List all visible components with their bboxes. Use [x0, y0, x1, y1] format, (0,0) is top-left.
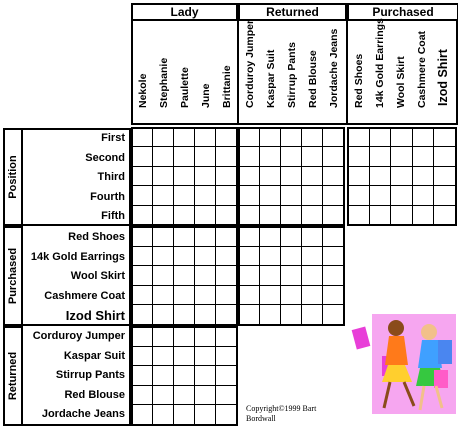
grid-cell[interactable] — [370, 206, 392, 225]
grid-cell[interactable] — [174, 128, 195, 147]
side-group-purchased-label: Purchased — [7, 247, 19, 305]
row-label-returned: Corduroy Jumper — [32, 330, 125, 342]
grid-cell[interactable] — [391, 186, 413, 205]
row-label-position: Third — [97, 171, 125, 184]
grid-cell[interactable] — [260, 266, 281, 286]
grid-cell[interactable] — [239, 227, 260, 247]
grid-cell[interactable] — [323, 167, 344, 186]
grid-cell[interactable] — [323, 186, 344, 205]
column-label-text: Cashmere Coat — [416, 30, 428, 108]
grid-cell[interactable] — [281, 305, 302, 325]
grid-cell[interactable] — [302, 186, 323, 205]
grid-cell[interactable] — [153, 227, 174, 247]
header-purchased — [347, 3, 458, 21]
row-label-purchased: Cashmere Coat — [44, 289, 125, 302]
grid-cell[interactable] — [323, 206, 344, 225]
grid-cell[interactable] — [174, 147, 195, 166]
grid-cell[interactable] — [281, 147, 302, 166]
column-label-text: Stephanie — [158, 57, 170, 108]
grid-cell[interactable] — [302, 167, 323, 186]
grid-cell[interactable] — [260, 305, 281, 325]
grid-cell[interactable] — [413, 147, 435, 166]
column-label-purchased — [412, 24, 432, 122]
grid-cell[interactable] — [195, 286, 216, 306]
row-label-returned: Kaspar Suit — [63, 349, 125, 362]
column-label-text: Stirrup Pants — [286, 42, 298, 108]
column-label-purchased — [370, 18, 390, 122]
copyright-notice — [246, 404, 316, 424]
grid-cell[interactable] — [174, 366, 195, 386]
grid-cell[interactable] — [174, 386, 195, 406]
grid-cell[interactable] — [216, 206, 237, 225]
grid-cell[interactable] — [153, 286, 174, 306]
grid-cell[interactable] — [132, 247, 153, 267]
grid-cell[interactable] — [239, 147, 260, 166]
grid-cell[interactable] — [413, 206, 435, 225]
grid-cell[interactable] — [260, 247, 281, 267]
grid-cell[interactable] — [391, 167, 413, 186]
grid-cell[interactable] — [195, 186, 216, 205]
grid-cell[interactable] — [216, 327, 237, 347]
grid-cell[interactable] — [348, 206, 370, 225]
row-label-position: Fourth — [90, 190, 125, 203]
grid-cell[interactable] — [195, 167, 216, 186]
grid-cell[interactable] — [174, 405, 195, 425]
grid-cell[interactable] — [370, 128, 392, 147]
row-label-returned: Red Blouse — [64, 388, 125, 401]
column-label-text: Brittanie — [221, 65, 233, 108]
side-group-position-label: Position — [7, 155, 19, 199]
grid-cell[interactable] — [132, 305, 153, 325]
grid-cell[interactable] — [260, 286, 281, 306]
grid-cell[interactable] — [132, 167, 153, 186]
grid-cell[interactable] — [153, 266, 174, 286]
grid-cell[interactable] — [370, 186, 392, 205]
column-label-lady — [133, 24, 153, 122]
grid-cell[interactable] — [216, 147, 237, 166]
column-label-text: June — [200, 83, 212, 108]
grid-cell[interactable] — [216, 347, 237, 367]
grid-cell[interactable] — [260, 167, 281, 186]
header-lady — [131, 3, 238, 21]
grid-cell[interactable] — [195, 347, 216, 367]
grid-cell[interactable] — [302, 147, 323, 166]
grid-cell[interactable] — [281, 266, 302, 286]
grid-cell[interactable] — [195, 247, 216, 267]
grid-cell[interactable] — [195, 147, 216, 166]
grid-cell[interactable] — [153, 247, 174, 267]
grid-cell[interactable] — [132, 227, 153, 247]
row-label-position: Second — [85, 151, 125, 164]
grid-cell[interactable] — [195, 305, 216, 325]
grid-cell[interactable] — [153, 167, 174, 186]
header-returned — [238, 3, 347, 21]
grid-cell[interactable] — [195, 405, 216, 425]
grid-cell[interactable] — [132, 347, 153, 367]
grid-cell[interactable] — [216, 286, 237, 306]
grid-cell[interactable] — [153, 186, 174, 205]
grid-cell[interactable] — [302, 206, 323, 225]
grid-cell[interactable] — [132, 386, 153, 406]
grid-cell[interactable] — [216, 366, 237, 386]
grid-cell[interactable] — [174, 286, 195, 306]
grid-cell[interactable] — [239, 186, 260, 205]
side-group-purchased — [3, 226, 23, 326]
grid-cell[interactable] — [281, 227, 302, 247]
row-label-position: Fifth — [101, 210, 125, 223]
grid-cell[interactable] — [153, 305, 174, 325]
grid-cell[interactable] — [260, 227, 281, 247]
grid-cell[interactable] — [153, 327, 174, 347]
header-returned-label: Returned — [266, 5, 319, 19]
grid-cell[interactable] — [216, 386, 237, 406]
grid-cell[interactable] — [195, 266, 216, 286]
grid-cell[interactable] — [174, 227, 195, 247]
grid-cell[interactable] — [260, 206, 281, 225]
grid-cell[interactable] — [348, 186, 370, 205]
grid-cell[interactable] — [195, 366, 216, 386]
grid-cell[interactable] — [281, 206, 302, 225]
grid-cell[interactable] — [132, 206, 153, 225]
grid-cell[interactable] — [174, 206, 195, 225]
column-label-text: Izod Shirt — [436, 49, 450, 106]
column-label-text: Red Shoes — [353, 53, 365, 108]
header-lady-label: Lady — [170, 5, 199, 19]
column-label-returned — [324, 24, 344, 122]
grid-cell[interactable] — [132, 405, 153, 425]
shopping-girls-illustration — [334, 310, 456, 416]
column-label-returned — [282, 24, 302, 122]
grid-cell[interactable] — [132, 186, 153, 205]
grid-cell[interactable] — [370, 147, 392, 166]
column-label-returned — [261, 24, 281, 122]
grid-cell[interactable] — [174, 167, 195, 186]
grid-cell[interactable] — [348, 147, 370, 166]
grid-cell[interactable] — [391, 128, 413, 147]
side-group-returned — [3, 326, 23, 426]
grid-cell[interactable] — [260, 128, 281, 147]
row-label-returned: Stirrup Pants — [55, 369, 125, 382]
grid-cell[interactable] — [391, 206, 413, 225]
grid-cell[interactable] — [239, 266, 260, 286]
grid-cell[interactable] — [323, 147, 344, 166]
column-label-text: 14k Gold Earrings — [374, 18, 386, 108]
column-label-text: Paulette — [179, 67, 191, 108]
grid-cell[interactable] — [302, 305, 323, 325]
grid-cell[interactable] — [216, 167, 237, 186]
grid-cell[interactable] — [132, 266, 153, 286]
column-label-purchased — [391, 24, 411, 122]
grid-cell[interactable] — [195, 227, 216, 247]
column-label-text: Nekole — [137, 73, 149, 108]
grid-cell[interactable] — [132, 366, 153, 386]
grid-cell[interactable] — [216, 128, 237, 147]
grid-cell[interactable] — [153, 128, 174, 147]
grid-cell[interactable] — [391, 147, 413, 166]
copyright-line-2: Bordwall — [246, 414, 276, 423]
column-label-text: Jordache Jeans — [328, 28, 340, 108]
column-label-text: Red Blouse — [307, 50, 319, 108]
grid-cell[interactable] — [216, 186, 237, 205]
grid-cell[interactable] — [302, 266, 323, 286]
grid-cell[interactable] — [174, 186, 195, 205]
grid-cell[interactable] — [281, 128, 302, 147]
grid-cell[interactable] — [239, 167, 260, 186]
grid-cell[interactable] — [434, 167, 456, 186]
grid-cell[interactable] — [370, 167, 392, 186]
grid-cell[interactable] — [132, 286, 153, 306]
grid-cell[interactable] — [413, 186, 435, 205]
grid-cell[interactable] — [239, 206, 260, 225]
column-label-lady — [154, 24, 174, 122]
grid-cell[interactable] — [413, 167, 435, 186]
row-label-returned: Jordache Jeans — [41, 408, 125, 421]
grid-cell[interactable] — [153, 366, 174, 386]
grid-cell[interactable] — [281, 286, 302, 306]
grid-cell[interactable] — [260, 147, 281, 166]
column-label-lady — [196, 24, 216, 122]
grid-cell[interactable] — [174, 305, 195, 325]
grid-cell[interactable] — [302, 247, 323, 267]
grid-cell[interactable] — [216, 305, 237, 325]
grid-cell[interactable] — [153, 206, 174, 225]
grid-cell[interactable] — [302, 128, 323, 147]
grid-cell[interactable] — [216, 405, 237, 425]
row-label-purchased: 14k Gold Earrings — [30, 250, 125, 263]
grid-cell[interactable] — [323, 227, 344, 247]
grid-cell[interactable] — [216, 247, 237, 267]
grid-cell[interactable] — [323, 266, 344, 286]
column-label-text: Wool Skirt — [395, 56, 407, 108]
grid-cell[interactable] — [239, 286, 260, 306]
grid-cell[interactable] — [132, 327, 153, 347]
grid-cell[interactable] — [195, 206, 216, 225]
grid-cell[interactable] — [302, 227, 323, 247]
column-divider-2 — [346, 3, 348, 123]
column-label-lady — [217, 24, 237, 122]
grid-cell[interactable] — [216, 266, 237, 286]
column-label-purchased — [349, 24, 369, 122]
grid-cell[interactable] — [132, 128, 153, 147]
grid-cell[interactable] — [348, 167, 370, 186]
copyright-line-1: Copyright©1999 Bart — [246, 404, 317, 413]
grid-cell[interactable] — [174, 247, 195, 267]
grid-cell[interactable] — [323, 128, 344, 147]
grid-cell[interactable] — [239, 247, 260, 267]
grid-cell[interactable] — [302, 286, 323, 306]
side-group-returned-label: Returned — [7, 351, 19, 401]
grid-cell[interactable] — [239, 305, 260, 325]
grid-cell[interactable] — [281, 247, 302, 267]
column-divider-1 — [237, 3, 239, 123]
column-label-text: Kaspar Suit — [265, 49, 277, 108]
header-purchased-label: Purchased — [372, 5, 434, 19]
grid-cell[interactable] — [132, 147, 153, 166]
grid-cell[interactable] — [153, 386, 174, 406]
column-label-returned — [240, 19, 260, 122]
side-group-position — [3, 128, 23, 226]
grid-cell[interactable] — [216, 227, 237, 247]
grid-cell[interactable] — [348, 128, 370, 147]
grid-cell[interactable] — [260, 186, 281, 205]
grid-cell[interactable] — [153, 147, 174, 166]
grid-cell[interactable] — [153, 347, 174, 367]
grid-cell[interactable] — [281, 186, 302, 205]
grid-cell[interactable] — [434, 186, 456, 205]
grid-cell[interactable] — [323, 286, 344, 306]
column-label-lady — [175, 24, 195, 122]
grid-cell[interactable] — [153, 405, 174, 425]
grid-cell[interactable] — [174, 347, 195, 367]
row-label-purchased: Red Shoes — [68, 231, 125, 243]
grid-cell[interactable] — [195, 128, 216, 147]
column-label-text: Corduroy Jumper — [244, 19, 256, 108]
row-label-purchased: Wool Skirt — [70, 270, 125, 283]
grid-cell[interactable] — [323, 247, 344, 267]
grid-cell[interactable] — [281, 167, 302, 186]
row-label-position: First — [101, 132, 125, 144]
grid-cell[interactable] — [174, 327, 195, 347]
grid-cell[interactable] — [195, 386, 216, 406]
column-label-returned — [303, 24, 323, 122]
grid-cell[interactable] — [434, 147, 456, 166]
grid-cell[interactable] — [174, 266, 195, 286]
grid-cell[interactable] — [413, 128, 435, 147]
grid-cell[interactable] — [434, 206, 456, 225]
grid-cell[interactable] — [434, 128, 456, 147]
column-label-purchased — [433, 24, 453, 122]
row-label-purchased: Izod Shirt — [65, 308, 125, 324]
grid-cell[interactable] — [195, 327, 216, 347]
grid-cell[interactable] — [239, 128, 260, 147]
